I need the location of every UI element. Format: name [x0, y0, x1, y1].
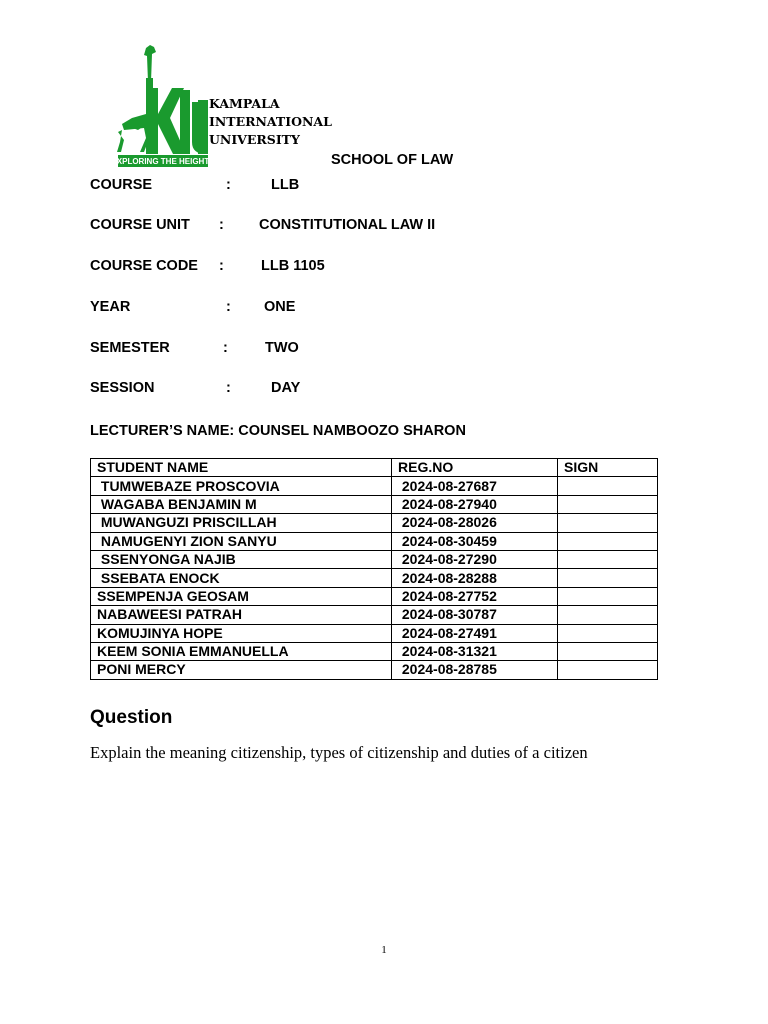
header-reg-no: REG.NO	[392, 459, 558, 477]
student-name-cell: KOMUJINYA HOPE	[91, 624, 392, 642]
student-name-cell: MUWANGUZI PRISCILLAH	[91, 514, 392, 532]
question-text: Explain the meaning citizenship, types of citizenship and duties of a citizen	[90, 743, 588, 762]
reg-no-cell: 2024-08-30459	[392, 532, 558, 550]
question-heading: Question	[90, 707, 173, 728]
reg-no-cell: 2024-08-27940	[392, 495, 558, 513]
student-name-cell: SSENYONGA NAJIB	[91, 550, 392, 568]
course-unit-label: COURSE UNIT	[90, 217, 190, 233]
university-name	[209, 95, 332, 149]
reg-no-cell: 2024-08-30787	[392, 606, 558, 624]
table-row	[91, 495, 658, 513]
year-colon: :	[226, 299, 231, 315]
session-value: DAY	[271, 380, 301, 396]
university-line: INTERNATIONAL	[209, 114, 332, 129]
table-row	[91, 477, 658, 495]
student-name-cell: WAGABA BENJAMIN M	[91, 495, 392, 513]
course-colon: :	[226, 177, 231, 193]
student-name-cell: NABAWEESI PATRAH	[91, 606, 392, 624]
table-row	[91, 642, 658, 660]
student-name-cell: NAMUGENYI ZION SANYU	[91, 532, 392, 550]
session-colon: :	[226, 380, 231, 396]
table-row	[91, 532, 658, 550]
header-sign: SIGN	[558, 459, 658, 477]
reg-no-cell: 2024-08-28288	[392, 569, 558, 587]
student-name-cell: KEEM SONIA EMMANUELLA	[91, 642, 392, 660]
student-name-cell: TUMWEBAZE PROSCOVIA	[91, 477, 392, 495]
student-name-cell: SSEBATA ENOCK	[91, 569, 392, 587]
sign-cell	[558, 587, 658, 605]
semester-colon: :	[223, 340, 228, 356]
university-line: UNIVERSITY	[209, 132, 300, 147]
lecturer-name: LECTURER’S NAME: COUNSEL NAMBOOZO SHARON	[90, 423, 466, 439]
year-value: ONE	[264, 299, 296, 315]
session-label: SESSION	[90, 380, 155, 396]
school-title: SCHOOL OF LAW	[331, 152, 454, 168]
reg-no-cell: 2024-08-27290	[392, 550, 558, 568]
table-row	[91, 587, 658, 605]
semester-value: TWO	[265, 340, 299, 356]
course-code-value: LLB 1105	[261, 258, 325, 274]
sign-cell	[558, 495, 658, 513]
sign-cell	[558, 569, 658, 587]
sign-cell	[558, 477, 658, 495]
reg-no-cell: 2024-08-27687	[392, 477, 558, 495]
reg-no-cell: 2024-08-31321	[392, 642, 558, 660]
table-row	[91, 514, 658, 532]
university-line: KAMPALA	[209, 96, 280, 111]
logo-tagline: EXPLORING THE HEIGHTS	[116, 157, 210, 166]
table-row	[91, 606, 658, 624]
sign-cell	[558, 532, 658, 550]
course-label: COURSE	[90, 177, 153, 193]
page-number: 1	[381, 944, 387, 956]
table-row	[91, 569, 658, 587]
reg-no-cell: 2024-08-27491	[392, 624, 558, 642]
course-unit-colon: :	[219, 217, 224, 233]
year-label: YEAR	[90, 299, 131, 315]
table-row	[91, 624, 658, 642]
student-name-cell: SSEMPENJA GEOSAM	[91, 587, 392, 605]
course-unit-value: CONSTITUTIONAL LAW II	[259, 217, 436, 233]
sign-cell	[558, 514, 658, 532]
students-table	[90, 458, 658, 680]
course-code-label: COURSE CODE	[90, 258, 198, 274]
table-header-row	[91, 459, 658, 477]
student-name-cell: PONI MERCY	[91, 661, 392, 679]
reg-no-cell: 2024-08-28026	[392, 514, 558, 532]
header-student-name: STUDENT NAME	[91, 459, 392, 477]
sign-cell	[558, 661, 658, 679]
kiu-logo	[116, 42, 210, 170]
semester-label: SEMESTER	[90, 340, 170, 356]
course-value: LLB	[271, 177, 300, 193]
reg-no-cell: 2024-08-27752	[392, 587, 558, 605]
sign-cell	[558, 550, 658, 568]
course-code-colon: :	[219, 258, 224, 274]
table-row	[91, 550, 658, 568]
sign-cell	[558, 606, 658, 624]
sign-cell	[558, 624, 658, 642]
table-row	[91, 661, 658, 679]
sign-cell	[558, 642, 658, 660]
reg-no-cell: 2024-08-28785	[392, 661, 558, 679]
